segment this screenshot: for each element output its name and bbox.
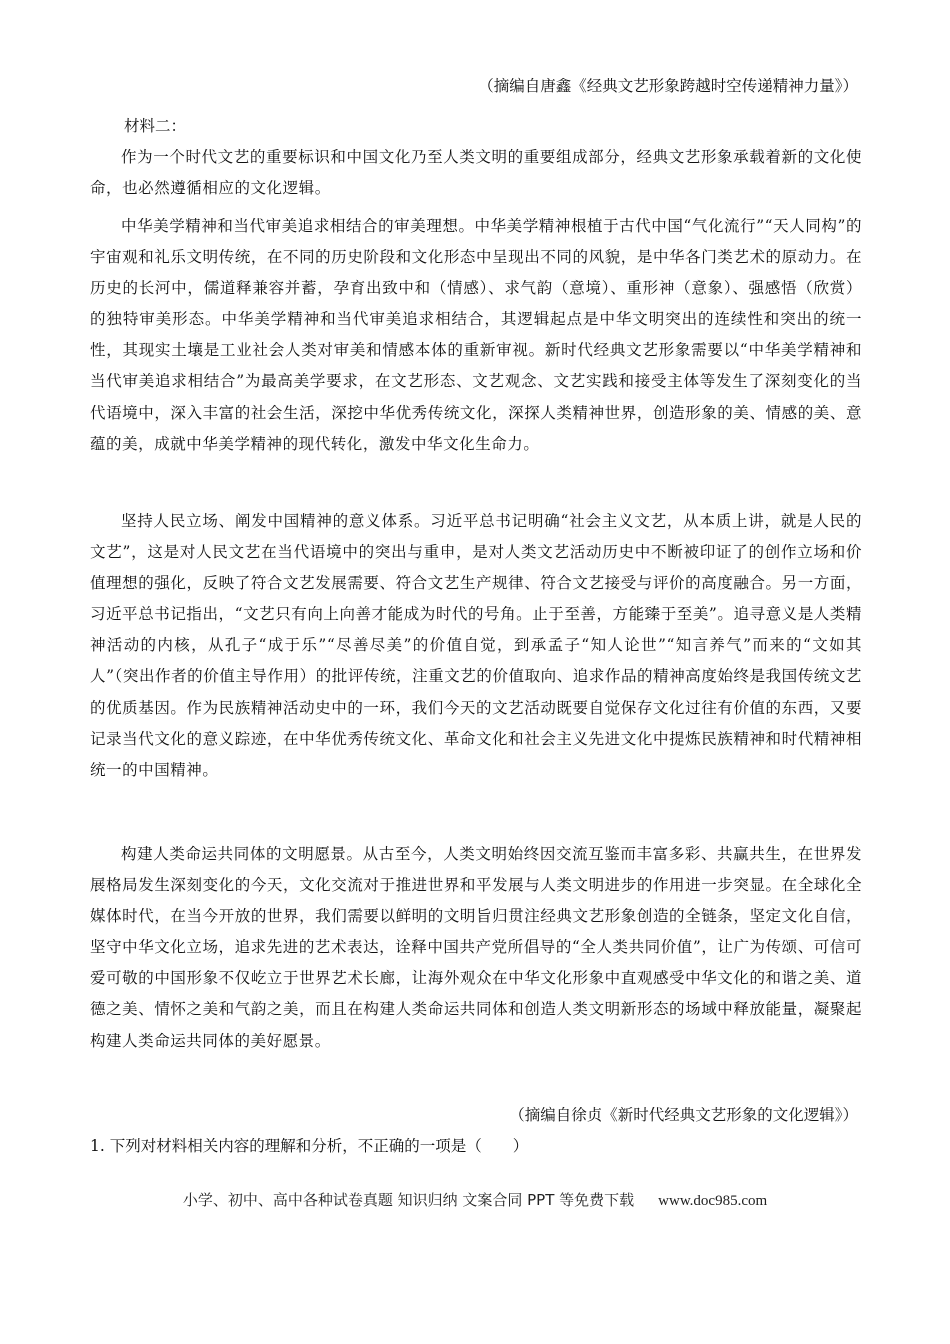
footer-text: 小学、初中、高中各种试卷真题 知识归纳 文案合同 PPT 等免费下载 — [182, 1191, 635, 1209]
source-citation-bottom: （摘编自徐贞《新时代经典文艺形象的文化逻辑》） — [509, 1106, 858, 1124]
paragraph-2: 中华美学精神和当代审美追求相结合的审美理想。中华美学精神根植于古代中国“气化流行”“天人同构”的宇宙观和礼乐文明传统，在不同的历史阶段和文化形态中呈现出不同的风貌，是中华各门类艺术的原动力。在历史的长河中，儒道释兼容并蓄，孕育出致中和（情感）、求气韵（意境）、重形神（意象）、强感悟（欣赏）的独特审美形态。中华美学精神和当代审美追求相结合，其逻辑起点是中华文明突出的连续性和突出的统一性，其现实土壤是工业社会人类对审美和情感本体的重新审视。新时代经典文艺形象需要以“中华美学精神和当代审美追求相结合”为最高美学要求，在文艺形态、文艺观念、文艺实践和接受主体等发生了深刻变化的当代语境中，深入丰富的社会生活，深挖中华优秀传统文化，深探人类精神世界，创造形象的美、情感的美、意蕴的美，成就中华美学精神的现代转化，激发中华文化生命力。 — [90, 217, 862, 453]
paragraph-4: 构建人类命运共同体的文明愿景。从古至今，人类文明始终因交流互鉴而丰富多彩、共赢共生，在世界发展格局发生深刻变化的今天，文化交流对于推进世界和平发展与人类文明进步的作用进一步突显。在全球化全媒体时代，在当今开放的世界，我们需要以鲜明的文明旨归贯注经典文艺形象创造的全链条，坚定文化自信，坚守中华文化立场，追求先进的艺术表达，诠释中国共产党所倡导的“全人类共同价值”，让广为传颂、可信可爱可敬的中国形象不仅屹立于世界艺术长廊，让海外观众在中华文化形象中直观感受中华文化的和谐之美、道德之美、情怀之美和气韵之美，而且在构建人类命运共同体和创造人类文明新形态的场域中释放能量，凝聚起构建人类命运共同体的美好愿景。 — [90, 845, 862, 1050]
material-label: 材料二： — [124, 117, 187, 135]
source-citation-top: （摘编自唐鑫《经典文艺形象跨越时空传递精神力量》） — [478, 77, 858, 95]
footer-url-link[interactable]: www.doc985.com — [658, 1193, 768, 1209]
footer-banner — [0, 1188, 950, 1213]
paragraph-1: 作为一个时代文艺的重要标识和中国文化乃至人类文明的重要组成部分，经典文艺形象承载着新的文化使命，也必然遵循相应的文化逻辑。 — [90, 148, 862, 198]
question-1: 1. 下列对材料相关内容的理解和分析，不正确的一项是（ ） — [90, 1137, 529, 1155]
paragraph-3: 坚持人民立场、阐发中国精神的意义体系。习近平总书记明确“社会主义文艺，从本质上讲，就是人民的文艺”，这是对人民文艺在当代语境中的突出与重申，是对人类文艺活动历史中不断被印证了的创作立场和价值理想的强化，反映了符合文艺发展需要、符合文艺生产规律、符合文艺接受与评价的高度融合。另一方面，习近平总书记指出，“文艺只有向上向善才能成为时代的号角。止于至善，方能臻于至美”。追寻意义是人类精神活动的内核，从孔子“成于乐”“尽善尽美”的价值自觉，到承孟子“知人论世”“知言养气”而来的“文如其人”（突出作者的价值主导作用）的批评传统，注重文艺的价值取向、追求作品的精神高度始终是我国传统文艺的优质基因。作为民族精神活动史中的一环，我们今天的文艺活动既要自觉保存文化过往有价值的东西，又要记录当代文化的意义踪迹，在中华优秀传统文化、革命文化和社会主义先进文化中提炼民族精神和时代精神相统一的中国精神。 — [90, 512, 862, 779]
